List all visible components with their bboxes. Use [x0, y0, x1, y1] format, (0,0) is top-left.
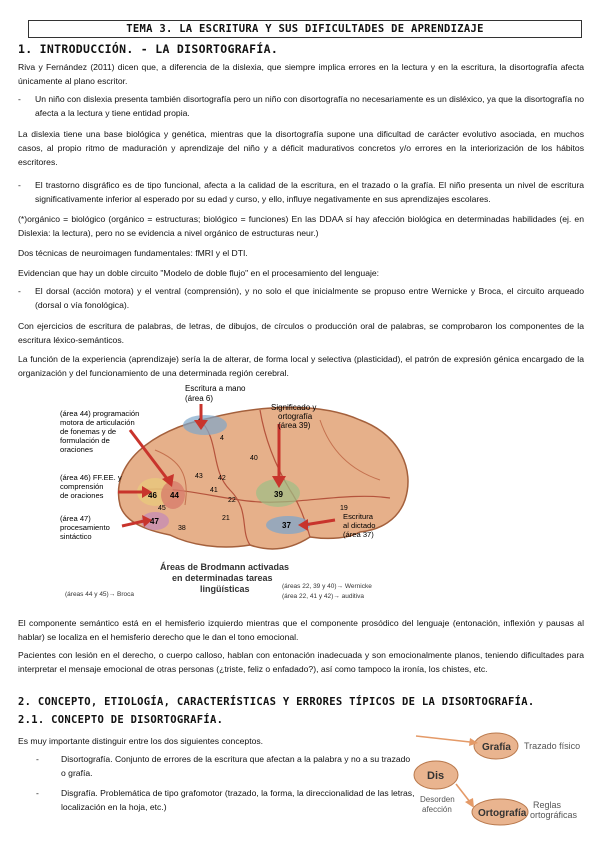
bullet-text: Disgrafía. Problemática de tipo grafomotor (trazado, la forma, la direccionalidad de las letras, localización en la hoja, etc.) — [61, 788, 415, 812]
section-1-heading: 1. INTRODUCCIÓN. - LA DISORTOGRAFÍA. — [18, 42, 279, 56]
label-dictado-area: (área 37) — [343, 530, 374, 539]
label-dictado: al dictado — [343, 521, 376, 530]
ortografia-label: Ortografía — [478, 808, 527, 819]
area-6-region — [183, 415, 227, 435]
figure-footnote: (áreas 22, 39 y 40)→ Wernicke — [282, 583, 372, 590]
label-hand-area: (área 6) — [185, 394, 214, 403]
grafia-label: Grafía — [482, 742, 511, 753]
arrow-to-grafia — [416, 736, 470, 742]
label-area44: oraciones — [60, 445, 93, 454]
paragraph: Evidencian que hay un doble circuito "Modelo de doble flujo" en el procesamiento del lenguaje: — [18, 268, 380, 278]
area-number: 40 — [250, 455, 258, 462]
brain-illustration — [60, 380, 490, 608]
bullet-item — [18, 92, 584, 120]
area-number: 41 — [210, 487, 218, 494]
bullet-text: Disortografía. Conjunto de errores de la escritura que afectan a la palabra y no a su trazado o grafía. — [61, 754, 411, 778]
dis-diagram-svg — [408, 728, 588, 828]
bullet-text: El dorsal (acción motora) y el ventral (comprensión), y no solo el que inicialmente se propuso entre Wernicke y Broca, el circuito arqueado (dorsal o vía fonológica). — [35, 286, 584, 310]
paragraph: Con ejercicios de escritura de palabras, de letras, de dibujos, de círculos o producción oral de palabras, se comprobaron los componentes de la escritura léxico-semánticos. — [18, 321, 584, 345]
figure-caption: lingüísticas — [200, 584, 250, 594]
bullet-item — [18, 284, 584, 312]
paragraph: Dos técnicas de neuroimagen fundamentales: fMRI y el DTI. — [18, 248, 248, 258]
label-area44: motora de articulación — [60, 418, 135, 427]
label-ortografia: ortografía — [278, 412, 313, 421]
area-number: 45 — [158, 505, 166, 512]
figure-caption: en determinadas tareas — [172, 573, 273, 583]
area-number: 4 — [220, 435, 224, 442]
label-area46: (área 46) FF.EE. y — [60, 473, 122, 482]
bullet-text: Un niño con dislexia presenta también disortografía pero un niño con disortografía no necesariamente es un disléxico, ya que la disortografía no afecta a la lectura y tiene entidad propia. — [35, 94, 584, 118]
paragraph: Riva y Fernández (2011) dicen que, a diferencia de la dislexia, que siempre implica errores en la lectura y en la escritura, la disortografía afecta únicamente al plano escritor. — [18, 62, 584, 86]
area-number: 21 — [222, 515, 230, 522]
area-number: 19 — [340, 505, 348, 512]
area-number: 43 — [195, 473, 203, 480]
bullet-dash: - — [36, 754, 39, 764]
area-number: 47 — [150, 517, 159, 526]
area-number: 22 — [228, 497, 236, 504]
bullet-dash: - — [18, 180, 21, 190]
label-hand: Escritura a mano — [185, 384, 246, 393]
document-title: TEMA 3. LA ESCRITURA Y SUS DIFICULTADES DE APRENDIZAJE — [28, 20, 582, 38]
area-number: 38 — [178, 525, 186, 532]
arrow-to-ortografia — [456, 784, 470, 802]
label-area47: (área 47) — [60, 514, 91, 523]
area-number: 46 — [148, 491, 157, 500]
label-area44: de fonemas y de — [60, 427, 117, 436]
paragraph: (*)orgánico = biológico (orgánico = estructuras; biológico = funciones) En las DDAA sí hay afección biológica en determinadas habilidades (ej. en Dislexia: la lectura), pero no se evidencia a nivel orgánico de estructuras neur.) — [18, 214, 584, 238]
label-area47: procesamiento — [60, 523, 110, 532]
dis-label: Dis — [427, 770, 445, 782]
figure-footnote: (área 22, 41 y 42)→ auditiva — [282, 593, 365, 600]
label-significado: Significado y — [271, 403, 317, 412]
label-area47: sintáctico — [60, 532, 92, 541]
trazado-label: Trazado físico — [524, 741, 581, 751]
area-number: 37 — [282, 521, 291, 530]
bullet-dash: - — [18, 94, 21, 104]
bullet-item — [36, 752, 416, 780]
paragraph: Es muy importante distinguir entre los dos siguientes conceptos. — [18, 736, 264, 746]
section-2-heading: 2. CONCEPTO, ETIOLOGÍA, CARACTERÍSTICAS Y ERRORES TÍPICOS DE LA DISORTOGRAFÍA. — [18, 696, 535, 708]
label-significado-area: (área 39) — [278, 421, 311, 430]
bullet-item — [36, 786, 416, 814]
area-number: 39 — [274, 490, 283, 499]
desorden-label: Desorden — [420, 795, 455, 804]
area-number: 44 — [170, 491, 179, 500]
brodmann-figure — [60, 380, 490, 608]
reglas-label: Reglas — [533, 800, 562, 810]
label-area44: formulación de — [60, 436, 110, 445]
label-area44: (área 44) programación — [60, 409, 140, 418]
arrowhead — [465, 798, 474, 808]
dis-diagram — [408, 728, 588, 828]
paragraph: Pacientes con lesión en el derecho, o cuerpo calloso, hablan con entonación inadecuada y son emocionalmente planos, teniendo dificultades para interpretar el mensaje emocional de otras personas (¿triste, feliz o enfadado?), así como tampoco la ironía, los chistes, etc. — [18, 650, 584, 674]
paragraph: La función de la experiencia (aprendizaje) sería la de alterar, de forma local y selectiva (plasticidad), el patrón de expresión génica encargado de la organización y del funcionamiento de una determinada región cerebral. — [18, 354, 584, 378]
afeccion-label: afección — [422, 805, 452, 814]
bullet-dash: - — [36, 788, 39, 798]
label-area46: de oraciones — [60, 491, 104, 500]
figure-footnote: (áreas 44 y 45)→ Broca — [65, 591, 135, 598]
paragraph: La dislexia tiene una base biológica y genética, mientras que la disortografía supone una dificultad de carácter evolutivo asociada, en muchos casos, al propio ritmo de maduración y aprendizaje del niño y a déficit madurativos concretos y/o errores en la interiorización de los hábitos escritores. — [18, 129, 584, 167]
figure-caption: Áreas de Brodmann activadas — [160, 562, 290, 572]
bullet-item — [18, 178, 584, 206]
bullet-dash: - — [18, 286, 21, 296]
ortograficas-label: ortográficas — [530, 810, 578, 820]
bullet-text: El trastorno disgráfico es de tipo funcional, afecta a la calidad de la escritura, en el trazado o la grafía. El niño presenta un nivel de escritura significativamente inferior al esperado por su edad y curso, y ello, influye negativamente en sus aprendizajes escolares. — [35, 180, 584, 204]
area-number: 42 — [218, 475, 226, 482]
label-area46: comprensión — [60, 482, 104, 491]
label-dictado: Escritura — [343, 512, 373, 521]
paragraph: El componente semántico está en el hemisferio izquierdo mientras que el componente prosódico del lenguaje (entonación, inflexión y pausas al hablar) se localiza en el hemisferio derecho que le dan el tono emocional. — [18, 618, 584, 642]
section-2-1-heading: 2.1. CONCEPTO DE DISORTOGRAFÍA. — [18, 714, 224, 726]
